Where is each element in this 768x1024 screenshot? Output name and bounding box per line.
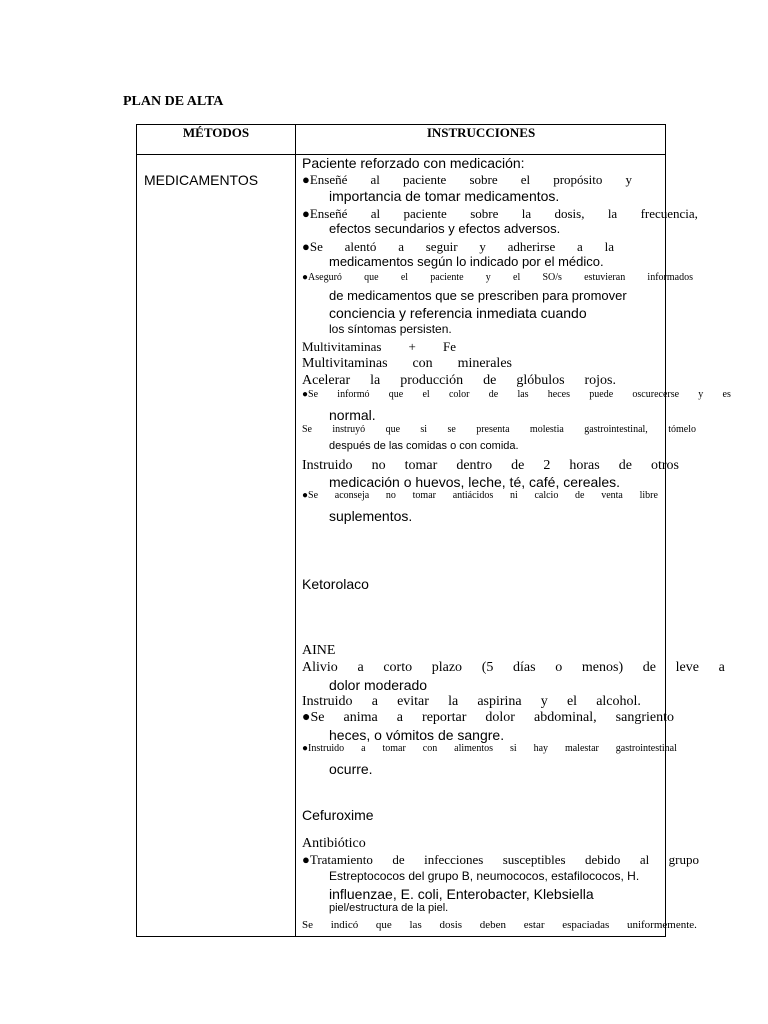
instruction-line: efectos secundarios y efectos adversos. bbox=[329, 221, 561, 236]
column-divider bbox=[295, 124, 296, 937]
header-methods: MÉTODOS bbox=[182, 125, 250, 140]
instruction-line: Acelerar la producción de glóbulos rojos. bbox=[302, 373, 616, 388]
instruction-line: ●Se aconseja no tomar antiácidos ni calcio de venta libre bbox=[302, 490, 658, 501]
drug-name-ketorolaco: Ketorolaco bbox=[302, 576, 369, 592]
instruction-line: Alivio a corto plazo (5 días o menos) de leve a bbox=[302, 660, 725, 675]
instruction-line: ●Enseñé al paciente sobre el propósito y bbox=[302, 172, 632, 187]
instruction-line: heces, o vómitos de sangre. bbox=[329, 727, 505, 743]
instruction-line: ●Enseñé al paciente sobre la dosis, la frecuencia, bbox=[302, 206, 698, 221]
instruction-line: influenzae, E. coli, Enterobacter, Klebsiella bbox=[329, 886, 594, 902]
instruction-line: ocurre. bbox=[329, 761, 373, 777]
instruction-line: Se instruyó que si se presenta molestia gastrointestinal, tómelo bbox=[302, 424, 696, 435]
instruction-line: Se indicó que las dosis deben estar espaciadas uniformemente. bbox=[302, 919, 697, 931]
method-cell: MEDICAMENTOS bbox=[144, 172, 259, 188]
document-title: PLAN DE ALTA bbox=[123, 94, 224, 109]
instruction-line: suplementos. bbox=[329, 508, 413, 524]
instruction-line: ●Aseguró que el paciente y el SO/s estuvieran informados bbox=[302, 272, 693, 283]
instruction-line: los síntomas persisten. bbox=[329, 322, 452, 336]
instruction-line: ●Se informó que el color de las heces puede oscurecerse y es bbox=[302, 389, 731, 400]
instruction-line: Multivitaminas con minerales bbox=[302, 356, 512, 371]
instruction-line: ●Se alentó a seguir y adherirse a la bbox=[302, 239, 614, 254]
instruction-line: ●Instruido a tomar con alimentos si hay malestar gastrointestinal bbox=[302, 743, 677, 754]
instruction-line: Estreptococos del grupo B, neumococos, estafilococos, H. bbox=[329, 869, 640, 883]
instruction-line: piel/estructura de la piel. bbox=[329, 902, 449, 914]
instruction-line: normal. bbox=[329, 407, 376, 423]
drug-class-aine: AINE bbox=[302, 643, 336, 658]
instruction-line: Instruido a evitar la aspirina y el alcohol. bbox=[302, 694, 641, 709]
instruction-line: dolor moderado bbox=[329, 677, 428, 693]
instruction-line: ●Se anima a reportar dolor abdominal, sangriento bbox=[302, 710, 674, 725]
instruction-line: ●Tratamiento de infecciones susceptibles debido al grupo bbox=[302, 852, 699, 867]
instruction-line: Paciente reforzado con medicación: bbox=[302, 155, 525, 171]
drug-class-antibiotico: Antibiótico bbox=[302, 836, 366, 851]
instruction-line: medicamentos según lo indicado por el médico. bbox=[329, 254, 604, 269]
instruction-line: Instruido no tomar dentro de 2 horas de otros bbox=[302, 458, 679, 473]
header-instructions: INSTRUCCIONES bbox=[426, 125, 536, 140]
drug-name-cefuroxime: Cefuroxime bbox=[302, 807, 374, 823]
instruction-line: importancia de tomar medicamentos. bbox=[329, 188, 560, 204]
instruction-line: después de las comidas o con comida. bbox=[329, 440, 519, 452]
instruction-line: medicación o huevos, leche, té, café, cereales. bbox=[329, 474, 621, 490]
instruction-line: Multivitaminas + Fe bbox=[302, 339, 456, 354]
instruction-line: conciencia y referencia inmediata cuando bbox=[329, 305, 587, 321]
instruction-line: de medicamentos que se prescriben para promover bbox=[329, 288, 627, 303]
